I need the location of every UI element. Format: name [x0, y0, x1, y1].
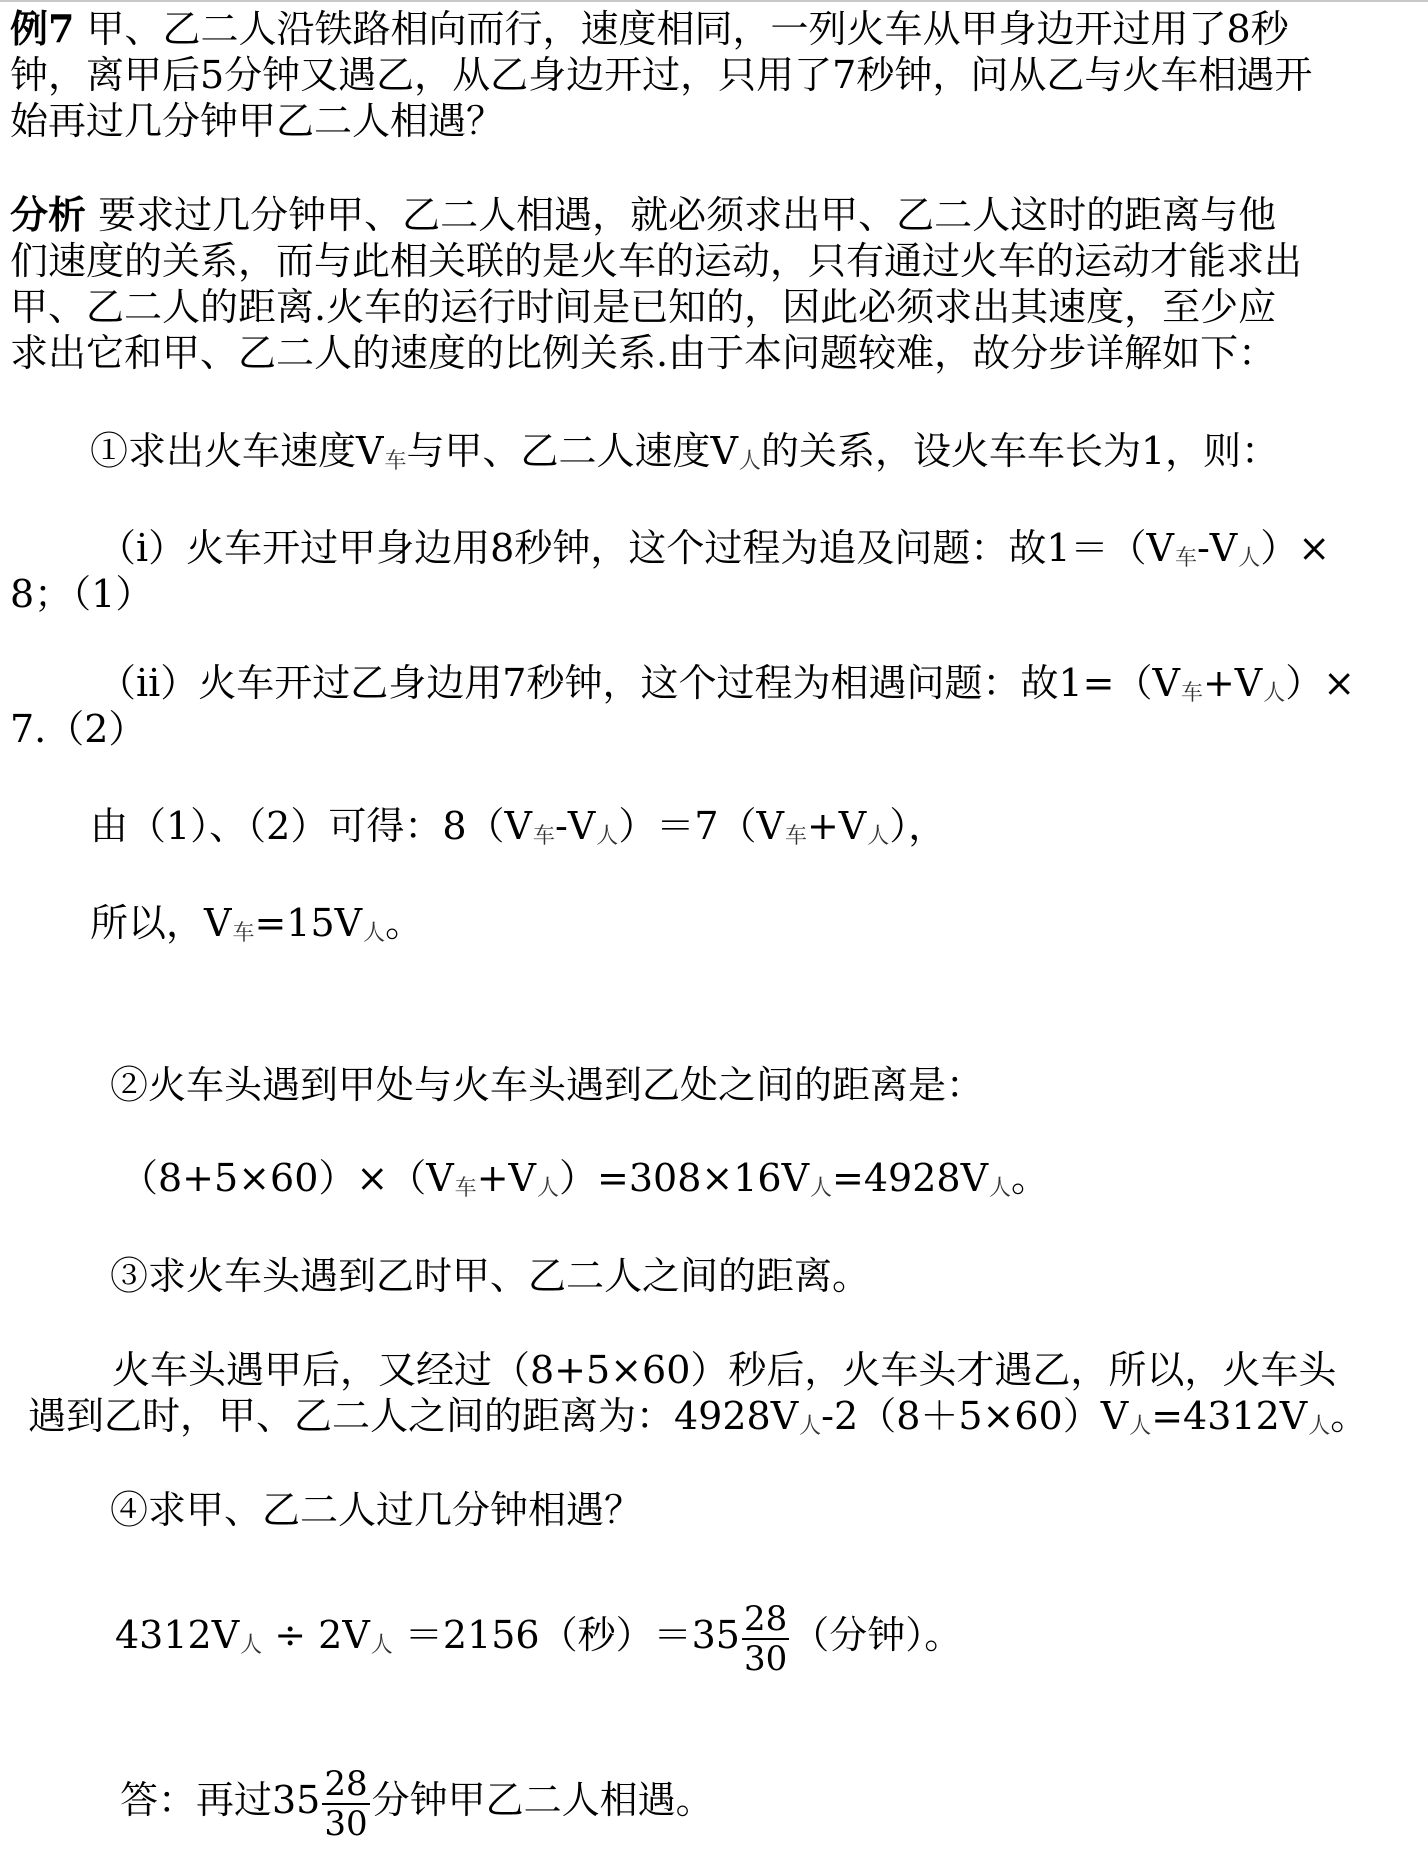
answer-line: 答：再过35 $\frac{28}{30}$ 分钟甲乙二人相遇。 [120, 1763, 714, 1844]
conclusion-line: 所以，V车=15V人。 [90, 901, 424, 946]
example-problem [10, 6, 1410, 144]
analysis-paragraph [10, 192, 1410, 376]
case-i-line1: （i）火车开过甲身边用8秒钟，这个过程为追及问题：故1＝（V车-V人）× [98, 526, 1331, 571]
analysis-line: 求出它和甲、乙二人的速度的比例关系.由于本问题较难，故分步详解如下： [10, 331, 1277, 375]
step2-heading: ②火车头遇到甲处与火车头遇到乙处之间的距离是： [110, 1063, 985, 1107]
analysis-line [10, 192, 1410, 238]
step2-equation: （8+5×60）×（V车+V人）=308×16V人=4928V人。 [120, 1156, 1050, 1201]
step4-heading: ④求甲、乙二人过几分钟相遇？ [110, 1488, 643, 1532]
step3-line1: 火车头遇甲后，又经过（8+5×60）秒后，火车头才遇乙，所以，火车头 [112, 1348, 1337, 1392]
case-ii-equation [10, 660, 1410, 752]
derivation-line: 由（1）、（2）可得：8（V车-V人）＝7（V车+V人）， [90, 804, 947, 849]
case-ii-line2: 7.（2） [10, 707, 147, 751]
example-label: 例7 [10, 6, 75, 51]
analysis-line: 们速度的关系，而与此相关联的是火车的运动，只有通过火车的运动才能求出 [10, 239, 1303, 283]
answer-fraction: $\frac{28}{30}$ [324, 1763, 368, 1844]
example-line [10, 6, 1410, 52]
example-line: 钟，离甲后5分钟又遇乙，从乙身边开过，只用了7秒钟，问从乙与火车相遇开 [10, 53, 1313, 97]
case-i-line2: 8；（1） [10, 572, 154, 616]
top-border [0, 0, 1428, 2]
analysis-line: 甲、乙二人的距离.火车的运行时间是已知的，因此必须求出其速度，至少应 [10, 285, 1277, 329]
example-line: 始再过几分钟甲乙二人相遇？ [10, 99, 505, 143]
step3-line2: 遇到乙时，甲、乙二人之间的距离为：4928V人-2（8＋5×60）V人=4312V人。 [28, 1394, 1369, 1439]
case-i-equation [10, 525, 1410, 617]
step3-paragraph [28, 1347, 1428, 1439]
case-ii-line1: （ii）火车开过乙身边用7秒钟，这个过程为相遇问题：故1=（V车+V人）× [98, 661, 1356, 706]
analysis-label: 分析 [10, 192, 87, 237]
example-text: 甲、乙二人沿铁路相向而行，速度相同，一列火车从甲身边开过用了8秒 [74, 7, 1289, 51]
step4-equation: 4312V人 ÷ 2V人 ＝2156（秒）＝35 $\frac{28}{30}$ （分钟）。 [115, 1598, 963, 1679]
analysis-text: 要求过几分钟甲、乙二人相遇，就必须求出甲、乙二人这时的距离与他 [86, 193, 1277, 237]
mixed-fraction: $\frac{28}{30}$ [743, 1598, 788, 1679]
step1-heading: ①求出火车速度V车与甲、乙二人速度V人的关系，设火车车长为1，则： [90, 429, 1280, 474]
step3-heading: ③求火车头遇到乙时甲、乙二人之间的距离。 [110, 1254, 871, 1298]
